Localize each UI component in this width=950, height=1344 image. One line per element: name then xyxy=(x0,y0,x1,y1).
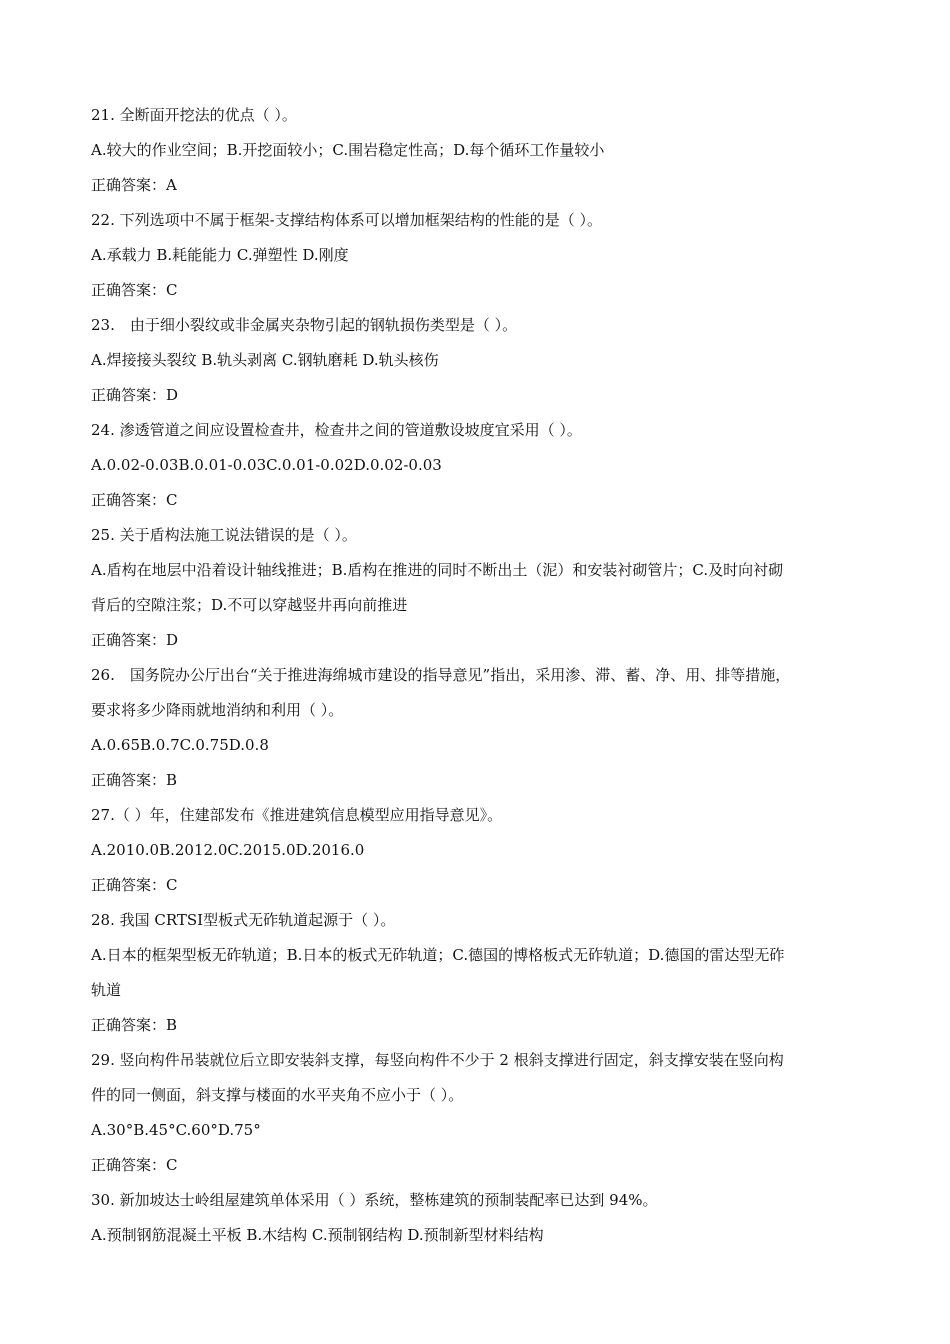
question-27: 27.（ ）年，住建部发布《推进建筑信息模型应用指导意见》。 xyxy=(91,806,503,824)
answer-28: 正确答案：B xyxy=(91,1016,178,1034)
answer-25: 正确答案：D xyxy=(91,631,179,649)
options-25-line-1: A.盾构在地层中沿着设计轴线推进；B.盾构在推进的同时不断出土（泥）和安装衬砌管片；C.及时向衬砌 xyxy=(91,561,784,579)
options-22: A.承载力 B.耗能能力 C.弹塑性 D.刚度 xyxy=(91,246,349,264)
document-page xyxy=(91,98,866,1253)
options-23: A.焊接接头裂纹 B.轨头剥离 C.钢轨磨耗 D.轨头核伤 xyxy=(91,351,439,369)
question-21: 21. 全断面开挖法的优点（ ）。 xyxy=(91,106,297,124)
answer-23: 正确答案：D xyxy=(91,386,179,404)
question-24: 24. 渗透管道之间应设置检查井，检查井之间的管道敷设坡度宜采用（ ）。 xyxy=(91,421,582,439)
question-26-line-2: 要求将多少降雨就地消纳和利用（ ）。 xyxy=(91,701,344,719)
answer-22: 正确答案：C xyxy=(91,281,178,299)
options-25-line-2: 背后的空隙注浆；D.不可以穿越竖井再向前推进 xyxy=(91,596,408,614)
answer-21: 正确答案：A xyxy=(91,176,177,194)
question-22: 22. 下列选项中不属于框架-支撑结构体系可以增加框架结构的性能的是（ ）。 xyxy=(91,211,602,229)
options-28-line-2: 轨道 xyxy=(91,981,122,999)
answer-29: 正确答案：C xyxy=(91,1156,178,1174)
options-29: A.30°B.45°C.60°D.75° xyxy=(91,1121,261,1139)
question-25: 25. 关于盾构法施工说法错误的是（ ）。 xyxy=(91,526,357,544)
options-26: A.0.65B.0.7C.0.75D.0.8 xyxy=(91,736,269,754)
question-23: 23. 由于细小裂纹或非金属夹杂物引起的钢轨损伤类型是（ ）。 xyxy=(91,316,518,334)
question-26-line-1: 26. 国务院办公厅出台“关于推进海绵城市建设的指导意见”指出，采用渗、滞、蓄、净、用、排等措施， xyxy=(91,666,791,684)
options-24: A.0.02-0.03B.0.01-0.03C.0.01-0.02D.0.02-0.03 xyxy=(91,456,442,474)
question-29-line-2: 件的同一侧面，斜支撑与楼面的水平夹角不应小于（ ）。 xyxy=(91,1086,464,1104)
options-27: A.2010.0B.2012.0C.2015.0D.2016.0 xyxy=(91,841,365,859)
question-30: 30. 新加坡达士岭组屋建筑单体采用（ ）系统，整栋建筑的预制装配率已达到 94%。 xyxy=(91,1191,658,1209)
question-29-line-1: 29. 竖向构件吊装就位后立即安装斜支撑，每竖向构件不少于 2 根斜支撑进行固定，斜支撑安装在竖向构 xyxy=(91,1051,784,1069)
answer-24: 正确答案：C xyxy=(91,491,178,509)
options-21: A.较大的作业空间；B.开挖面较小；C.围岩稳定性高；D.每个循环工作量较小 xyxy=(91,141,605,159)
options-30: A.预制钢筋混凝土平板 B.木结构 C.预制钢结构 D.预制新型材料结构 xyxy=(91,1226,544,1244)
answer-27: 正确答案：C xyxy=(91,876,178,894)
question-28: 28. 我国 CRTSⅠ型板式无砟轨道起源于（ ）。 xyxy=(91,911,396,929)
options-28-line-1: A.日本的框架型板无砟轨道；B.日本的板式无砟轨道；C.德国的博格板式无砟轨道；D.德国的雷达型无砟 xyxy=(91,946,785,964)
answer-26: 正确答案：B xyxy=(91,771,178,789)
